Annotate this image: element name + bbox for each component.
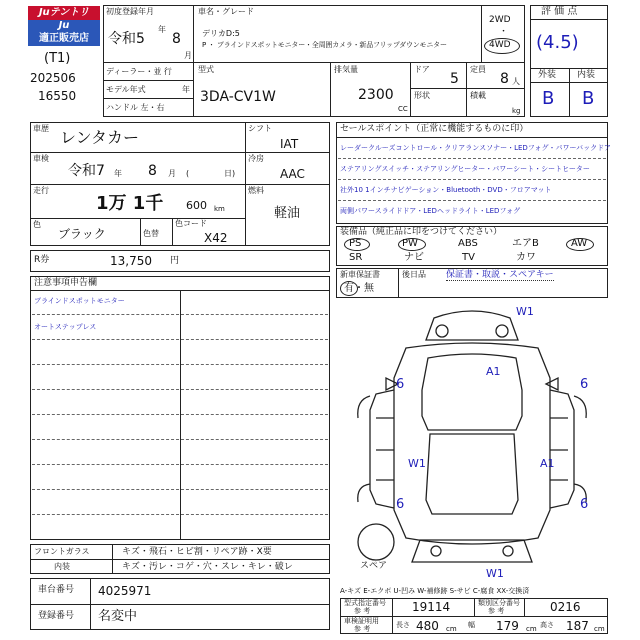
fuel-label: 燃料 [248, 186, 264, 195]
exterior-label: 外装 [538, 70, 557, 80]
drive-4wd[interactable]: 4WD [489, 40, 511, 50]
color-value: ブラック [58, 227, 106, 241]
usage-value: レンタカー [60, 128, 139, 147]
inspection-day-unit: 日) [224, 169, 236, 178]
interior-label: 内装 [577, 70, 596, 80]
mileage-extra: 600 [186, 199, 207, 212]
equip-tv[interactable]: TV [462, 252, 475, 263]
displacement-unit: CC [398, 105, 408, 113]
shift-value: IAT [280, 137, 299, 151]
capacity-value: 8 [500, 71, 509, 87]
inspection-label: 車検 [33, 154, 49, 163]
logo-ju: Ju [28, 20, 100, 32]
registration-era: 令和5 [108, 31, 145, 47]
grade-line1: デリカD:5 [202, 29, 240, 38]
height-unit: cm [594, 625, 605, 633]
warranty-label: 新車保証書 [340, 270, 380, 279]
recycle-unit: 円 [170, 256, 180, 266]
selling-point-4: 両側パワースライドドア・LEDヘッドライト・LEDフォグ [340, 207, 521, 215]
load-unit: kg [512, 107, 521, 115]
inspection-year-unit: 年 [114, 169, 122, 178]
equip-ps[interactable]: PS [349, 238, 362, 249]
color-change-label: 色替 [143, 229, 159, 238]
selling-point-1: レーダークルーズコントロール・クリアランスソナー・LEDフォグ・パワーバックドア [340, 144, 611, 152]
model-value: 3DA-CV1W [200, 89, 276, 105]
aircon-value: AAC [280, 167, 305, 181]
chassis-value: 4025971 [98, 584, 152, 598]
notes-label: 注意事項申告欄 [34, 278, 98, 288]
equip-leather[interactable]: カワ [516, 252, 536, 263]
note-1: ブラインドスポットモニター [34, 297, 125, 305]
equip-abs[interactable]: ABS [458, 238, 478, 249]
evaluation-label: 評 価 点 [541, 6, 578, 17]
length-value: 480 [416, 619, 439, 633]
width-value: 179 [496, 619, 519, 633]
damage-mark-rear: W1 [486, 567, 504, 580]
note-2: オートステップレス [34, 323, 97, 331]
type-designation-label: 型式指定番号 [344, 599, 386, 607]
equip-aw[interactable]: AW [571, 238, 588, 249]
registration-month: 8 [172, 31, 181, 47]
inspection-era: 令和7 [68, 163, 105, 179]
model-label: 型式 [198, 65, 214, 74]
registration-label: 初度登録年月 [106, 7, 154, 16]
doors-label: ドア [414, 65, 430, 74]
length-unit: cm [446, 625, 457, 633]
color-code: X42 [204, 231, 228, 245]
damage-mark-roof: A1 [486, 365, 501, 378]
chassis-label: 車台番号 [38, 585, 75, 595]
warranty-value[interactable]: 有・無 [344, 283, 374, 294]
capacity-unit: 人 [512, 77, 520, 86]
inspection-month-unit: 月 [168, 169, 176, 178]
registration-year-unit: 年 [158, 25, 166, 34]
fuel-value: 軽油 [274, 206, 301, 221]
doors-value: 5 [450, 71, 459, 87]
grade-label: 車名・グレード [198, 7, 254, 16]
windshield-value: キズ・飛石・ヒビ割・リペア跡・X要 [122, 547, 272, 557]
capacity-label: 定員 [470, 65, 486, 74]
lot-number-1: 202506 [30, 71, 76, 85]
selling-point-2: ステアリングスイッチ・ステアリングヒーター・パワーシート・シートヒーター [340, 165, 590, 173]
selling-point-3: 社外10 1インチナビゲーション・Bluetooth・DVD・フロアマット [340, 186, 552, 194]
header-grid [103, 5, 525, 117]
damage-mark-front-top: W1 [516, 305, 534, 318]
windshield-label: フロントガラス [34, 547, 90, 556]
handle-label: ハンドル 左・右 [106, 103, 165, 112]
drive-dot: ・ [499, 27, 509, 37]
recycle-box [30, 250, 330, 272]
reg-cert-sub: 参 考 [354, 625, 371, 633]
reg-number-label: 登録番号 [38, 611, 75, 621]
mileage-unit: km [214, 205, 225, 213]
model-year-unit: 年 [182, 85, 190, 94]
reg-cert-label: 車検証明用 [344, 617, 379, 625]
category-sub: 参 考 [488, 607, 505, 615]
tire-mark-left-rear: 6 [396, 497, 405, 512]
tire-mark-right-front: 6 [580, 377, 589, 392]
usage-label: 車歴 [33, 124, 49, 133]
lot-number-2: 16550 [38, 89, 77, 103]
tier-label: (T1) [44, 51, 71, 66]
type-designation-value: 19114 [412, 600, 451, 614]
width-label: 幅 [468, 621, 475, 629]
aircon-label: 冷房 [248, 154, 264, 163]
height-value: 187 [566, 619, 589, 633]
drive-2wd[interactable]: 2WD [489, 15, 511, 25]
tire-mark-right-rear: 6 [580, 497, 589, 512]
category-label: 類別区分番号 [478, 599, 520, 607]
equip-sr[interactable]: SR [349, 252, 363, 263]
category-value: 0216 [550, 600, 581, 614]
spare-label: スペア [360, 561, 388, 571]
selling-points-label: セールスポイント（正常に機能するものに印） [340, 124, 529, 134]
inspection-month: 8 [148, 163, 157, 179]
dealer-label: ディーラー・並 行 [106, 67, 172, 76]
length-label: 長さ [396, 621, 410, 629]
interior-grade: B [582, 88, 595, 109]
recycle-value: 13,750 [110, 254, 152, 268]
car-diagram [336, 300, 608, 575]
damage-legend: A-キズ E-エクボ U-凹み W-補修跡 S-サビ C-腐食 XX-交換済 [340, 587, 530, 595]
exterior-grade: B [542, 88, 555, 109]
type-designation-sub: 参 考 [354, 607, 371, 615]
inspection-day-open: ( [186, 169, 190, 178]
equipment-label: 装備品（純正品に印をつけてください） [340, 227, 503, 237]
shape-label: 形状 [414, 91, 430, 100]
tire-mark-left-front: 6 [396, 377, 405, 392]
width-unit: cm [526, 625, 537, 633]
reg-number-value: 名変中 [98, 609, 138, 624]
damage-mark-right-side: A1 [540, 457, 555, 470]
color-label: 色 [33, 220, 41, 229]
manual-label: 後日品 [402, 270, 426, 279]
logo-jutentori: Juテントリ [28, 6, 100, 20]
logo-tekisei: 適正販売店 [28, 32, 100, 46]
recycle-label: R券 [34, 255, 50, 265]
mileage-value: 1万 1千 [96, 193, 164, 214]
damage-mark-left-side: W1 [408, 457, 426, 470]
registration-month-unit: 月 [184, 51, 192, 60]
interior-desc-value: キズ・汚レ・コゲ・穴・スレ・キレ・破レ [122, 562, 293, 572]
displacement-label: 排気量 [334, 65, 358, 74]
color-code-label: 色コード [175, 219, 207, 228]
height-label: 高さ [540, 621, 554, 629]
interior-desc-label: 内装 [54, 562, 70, 571]
model-year-label: モデル年式 [106, 85, 146, 94]
evaluation-score: (4.5) [536, 32, 579, 53]
shift-label: シフト [248, 124, 272, 133]
load-label: 積載 [470, 91, 486, 100]
mileage-label: 走行 [33, 186, 49, 195]
displacement-value: 2300 [358, 87, 394, 103]
equip-airbag[interactable]: エアB [512, 238, 539, 249]
equip-navi[interactable]: ナビ [404, 252, 424, 263]
manual-value: 保証書・取説・スペアキー [446, 270, 554, 280]
grade-line2: P ・ ブラインドスポットモニター・全周囲カメラ・新品フリップダウンモニター [202, 41, 447, 49]
equip-pw[interactable]: PW [402, 238, 418, 249]
